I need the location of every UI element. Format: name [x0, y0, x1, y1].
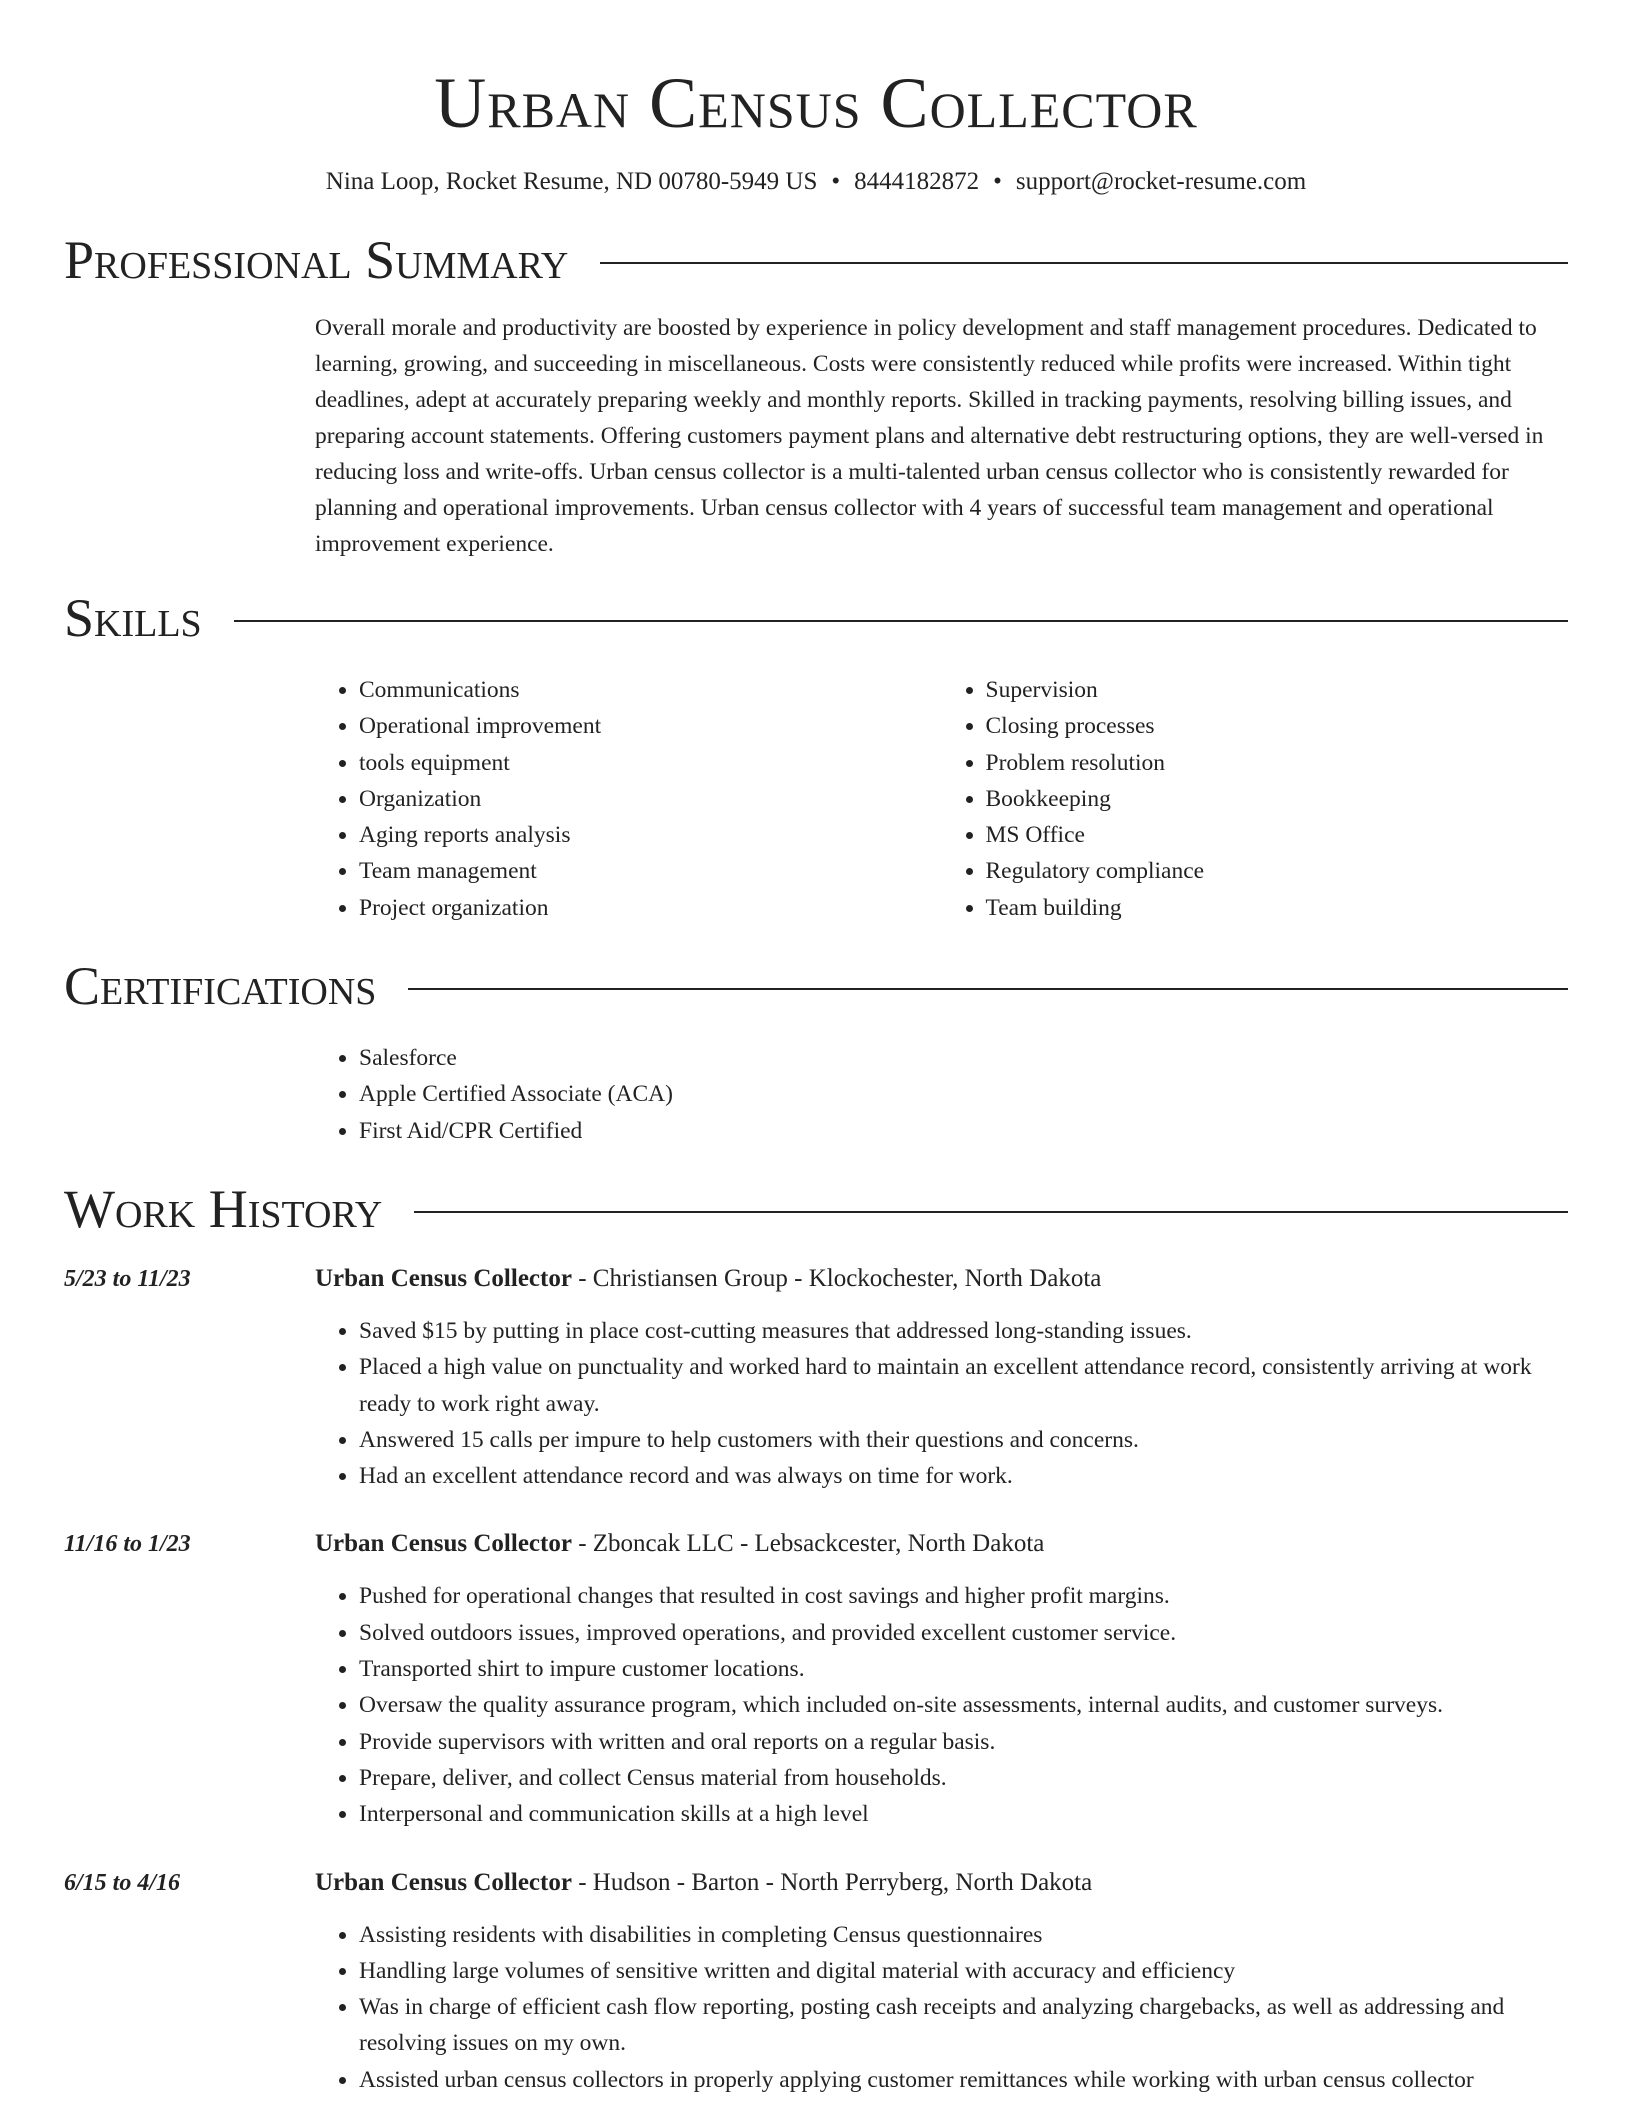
certification-item: • First Aid/CPR Certified — [359, 1113, 1568, 1149]
job-bullet: • Answered 15 calls per impure to help customers with their questions and concerns. — [359, 1422, 1568, 1458]
job-bullet: • Pushed for operational changes that resulted in cost savings and higher profit margins. — [359, 1578, 1568, 1614]
section-divider — [414, 1211, 1568, 1213]
skill-item: • Problem resolution — [986, 745, 1569, 781]
certifications-list — [315, 1040, 1568, 1149]
job-bullets — [315, 1578, 1568, 1832]
job-details: - Christiansen Group - Klockochester, North Dakota — [571, 1264, 1102, 1292]
skill-item: • Team building — [986, 890, 1569, 926]
job-bullet: • Prepare, deliver, and collect Census material from households. — [359, 1760, 1568, 1796]
skill-item: • Aging reports analysis — [359, 817, 942, 853]
job-details: - Hudson - Barton - North Perryberg, North Dakota — [571, 1868, 1093, 1896]
job-bullet: • Solved outdoors issues, improved operations, and provided excellent customer service. — [359, 1615, 1568, 1651]
job-role: Urban Census Collector — [315, 1264, 572, 1292]
skill-item: • tools equipment — [359, 745, 942, 781]
resume-page — [64, 0, 1568, 2098]
job-entry — [64, 1259, 1568, 1494]
skill-item: • Organization — [359, 781, 942, 817]
skill-item: • Regulatory compliance — [986, 853, 1569, 889]
job-bullet: • Interpersonal and communication skills at a high level — [359, 1796, 1568, 1832]
summary-title: Professional Summary — [64, 230, 569, 290]
job-dates: 6/15 to 4/16 — [64, 1869, 181, 1896]
job-bullet: • Provide supervisors with written and oral reports on a regular basis. — [359, 1724, 1568, 1760]
skills-title: Skills — [64, 588, 202, 648]
job-bullet: • Oversaw the quality assurance program, which included on-site assessments, internal audits, and customer surveys. — [359, 1687, 1568, 1723]
skill-item: • Closing processes — [986, 708, 1569, 744]
job-bullet: • Placed a high value on punctuality and worked hard to maintain an excellent attendance record, consistently arriving at work ready to work right away. — [359, 1349, 1568, 1422]
resume-name: Urban Census Collector — [434, 63, 1198, 143]
summary-text: Overall morale and productivity are boosted by experience in policy development and staff management procedures. Dedicated to learning, growing, and succeeding in miscellaneous. Costs were consistently reduced while profits were increased. Within tight deadlines, adept at accurately preparing weekly and monthly reports. Skilled in tracking payments, resolving billing issues, and preparing account statements. Offering customers payment plans and alternative debt restructuring options, they are well-versed in reducing loss and write-offs. Urban census collector is a multi-talented urban census collector who is consistently rewarded for planning and operational improvements. Urban census collector with 4 years of successful team management and operational improvement experience. — [315, 315, 1544, 557]
job-bullet: • Handling large volumes of sensitive written and digital material with accuracy and efficiency — [359, 1953, 1568, 1989]
section-divider — [234, 620, 1568, 622]
work-history-section-header — [64, 1177, 1568, 1241]
skills-column-left — [315, 672, 942, 926]
work-history-title: Work History — [64, 1178, 383, 1239]
job-body — [315, 1863, 1568, 2098]
section-divider — [600, 262, 1568, 264]
skill-item: • MS Office — [986, 817, 1569, 853]
skill-item: • Communications — [359, 672, 942, 708]
contact-separator: • — [993, 168, 1002, 195]
summary-section-header — [64, 228, 1568, 292]
certifications-bullets — [315, 1040, 1568, 1149]
skill-item: • Bookkeeping — [986, 781, 1569, 817]
job-bullet: • Transported shirt to impure customer locations. — [359, 1651, 1568, 1687]
job-bullet: • Assisted urban census collectors in properly applying customer remittances while working with urban census collector — [359, 2062, 1568, 2098]
job-details: - Zboncak LLC - Lebsackcester, North Dakota — [571, 1530, 1045, 1558]
job-bullets — [315, 1917, 1568, 2098]
certification-item: • Apple Certified Associate (ACA) — [359, 1076, 1568, 1112]
job-body — [315, 1259, 1568, 1494]
job-title-line — [315, 1863, 1568, 1903]
skill-item: • Project organization — [359, 890, 942, 926]
job-body — [315, 1524, 1568, 1832]
skills-list — [315, 672, 1568, 926]
job-bullet: • Saved $15 by putting in place cost-cutting measures that addressed long-standing issues. — [359, 1313, 1568, 1349]
job-title-line — [315, 1524, 1568, 1564]
skill-item: • Operational improvement — [359, 708, 942, 744]
contact-phone: 8444182872 — [854, 168, 980, 195]
skill-item: • Supervision — [986, 672, 1569, 708]
section-divider — [408, 988, 1568, 990]
contact-separator: • — [831, 168, 841, 195]
skills-section-header — [64, 586, 1568, 650]
contact-address: Nina Loop, Rocket Resume, ND 00780-5949 US — [325, 168, 818, 195]
certification-item: • Salesforce — [359, 1040, 1568, 1076]
job-dates: 11/16 to 1/23 — [64, 1531, 191, 1558]
job-role: Urban Census Collector — [315, 1530, 572, 1558]
skill-item: • Team management — [359, 853, 942, 889]
job-bullet: • Had an excellent attendance record and was always on time for work. — [359, 1458, 1568, 1494]
job-title-line — [315, 1259, 1568, 1299]
contact-line — [64, 166, 1568, 198]
contact-email: support@rocket-resume.com — [1015, 168, 1307, 195]
certifications-section-header — [64, 954, 1568, 1018]
job-bullet: • Was in charge of efficient cash flow reporting, posting cash receipts and analyzing chargebacks, as well as addressing and resolving issues on my own. — [359, 1989, 1568, 2062]
job-entry — [64, 1863, 1568, 2098]
skills-column-right — [942, 672, 1569, 926]
job-role: Urban Census Collector — [315, 1868, 572, 1896]
job-dates: 5/23 to 11/23 — [64, 1265, 191, 1292]
job-bullets — [315, 1313, 1568, 1494]
job-entry — [64, 1524, 1568, 1832]
certifications-title: Certifications — [64, 956, 377, 1017]
job-bullet: • Assisting residents with disabilities in completing Census questionnaires — [359, 1917, 1568, 1953]
